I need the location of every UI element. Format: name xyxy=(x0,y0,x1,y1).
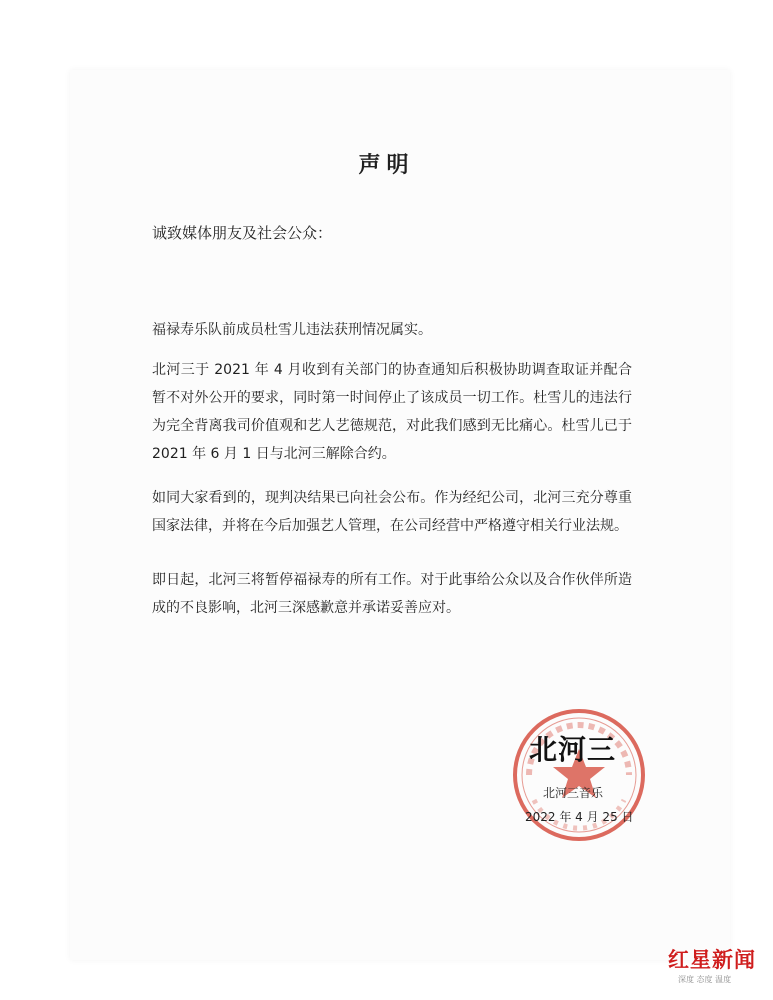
paragraph-2: 北河三于 2021 年 4 月收到有关部门的协查通知后积极协助调查取证并配合暂不对外公开的要求，同时第一时间停止了该成员一切工作。杜雪儿的违法行为完全背离我司价值观和艺人艺德规范，对此我们感到无比痛心。杜雪儿已于 2021 年 6 月 1 日与北河三解除合约。 xyxy=(152,362,632,462)
signature-date: 2022 年 4 月 25 日 xyxy=(525,810,634,824)
news-watermark xyxy=(668,944,768,994)
greeting-line: 诚致媒体朋友及社会公众： xyxy=(152,224,333,242)
seal-brand-logo: 北河三 xyxy=(529,733,617,766)
signature-company: 北河三音乐 xyxy=(543,786,604,800)
paragraph-1: 福禄寿乐队前成员杜雪儿违法获刑情况属实。 xyxy=(152,322,432,338)
paragraph-4: 即日起，北河三将暂停福禄寿的所有工作。对于此事给公众以及合作伙伴所造成的不良影响，北河三深感歉意并承诺妥善应对。 xyxy=(152,572,632,616)
paragraph-3: 如同大家看到的，现判决结果已向社会公布。作为经纪公司，北河三充分尊重国家法律，并将在今后加强艺人管理，在公司经营中严格遵守相关行业法规。 xyxy=(152,490,632,534)
watermark-logo: 红星新闻 xyxy=(668,947,756,972)
document-title: 声明 xyxy=(358,153,415,178)
watermark-tagline: 深度 态度 温度 xyxy=(678,975,732,984)
